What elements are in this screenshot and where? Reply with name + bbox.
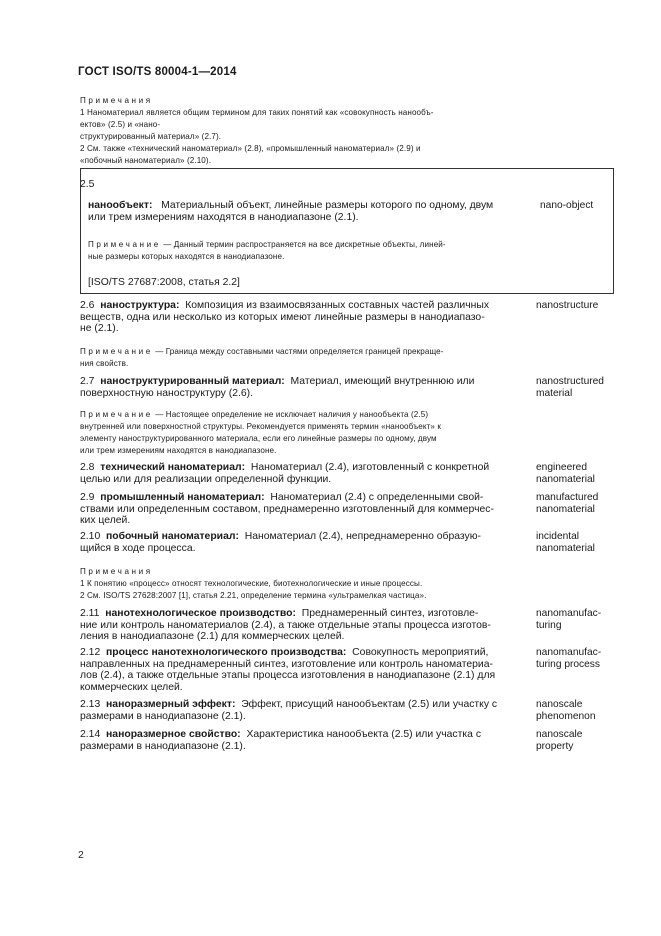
term-2-6-note xyxy=(80,346,520,370)
term-2-12-english xyxy=(536,647,601,670)
term-2-5 xyxy=(88,200,518,223)
term-2-7-english xyxy=(536,376,604,399)
term-2-7 xyxy=(80,376,520,399)
note-label: Примечание xyxy=(80,347,153,356)
note-2-line-2: «побочный наноматериал» (2.10). xyxy=(80,156,212,165)
term-2-9-line-3: ких целей. xyxy=(80,515,131,527)
note-label: Примечание xyxy=(80,410,153,419)
term-2-10-name: побочный наноматериал: xyxy=(106,531,239,542)
term-2-9-line-2: ствами или определенным составом, преднамеренно изготовленный для коммерчес- xyxy=(80,503,494,515)
term-2-5-note xyxy=(88,239,518,263)
term-2-9 xyxy=(80,492,520,527)
term-2-5-note-line-2: ные размеры которых находятся в нанодиапазоне. xyxy=(88,252,285,261)
notes-mid-1: 1 К понятию «процесс» относят технологические, биотехнологические и иные процессы. xyxy=(80,579,423,588)
term-2-6-name: наноструктура: xyxy=(100,300,180,311)
term-2-13-line-1: Эффект, присущий нанообъектам (2.5) или участку с xyxy=(241,699,498,710)
notes-mid xyxy=(80,578,530,602)
note-1-line-3: структурированный материал» (2.7). xyxy=(80,132,222,141)
term-2-13-english-line-1: nanoscale xyxy=(536,699,583,710)
term-2-14-english-line-1: nanoscale xyxy=(536,729,583,740)
term-2-13-name: наноразмерный эффект: xyxy=(106,699,236,710)
term-2-12-line-3: лов (2.4), а также отдельные этапы процесса изготовления в нанодиапазоне (2.1) для xyxy=(80,670,496,682)
term-2-6 xyxy=(80,300,520,335)
term-2-10-number: 2.10 xyxy=(80,531,101,542)
term-2-9-english xyxy=(536,492,598,515)
section-label: 2.5 xyxy=(80,179,95,190)
term-2-6-line-3: не (2.1). xyxy=(80,323,119,335)
term-2-14-english xyxy=(536,729,582,752)
term-2-10-line-2: щийся в ходе процесса. xyxy=(80,542,196,554)
term-2-7-line-2: поверхностную наноструктуру (2.6). xyxy=(80,387,253,399)
term-2-9-number: 2.9 xyxy=(80,492,95,503)
notes-mid-2: 2 См. ISO/TS 27628:2007 [1], статья 2.21, определение термина «ультрамелкая частица». xyxy=(80,591,427,600)
term-2-11-english xyxy=(536,608,601,631)
term-2-6-english: nanostructure xyxy=(536,300,599,311)
term-2-7-note xyxy=(80,409,520,457)
term-2-13-english xyxy=(536,699,595,722)
term-2-12-line-2: направленных на преднамеренный синтез, изготовление или контроль наноматериа- xyxy=(80,658,493,670)
term-2-9-line-1: Наноматериал (2.4) с определенными свой- xyxy=(270,492,484,503)
term-2-10-line-1: Наноматериал (2.4), непреднамеренно образую- xyxy=(244,531,482,542)
note-1-line-2: ектов» (2.5) и «нано- xyxy=(80,120,161,129)
term-2-10-english-line-2: nanomaterial xyxy=(536,542,595,554)
term-2-11-english-line-2: turing xyxy=(536,619,562,631)
term-2-10 xyxy=(80,531,520,554)
term-2-5-def-line-1: Материальный объект, линейные размеры которого по одному, двум xyxy=(161,200,494,211)
term-2-5-def-line-2: или трем измерениям находятся в нанодиапазоне (2.1). xyxy=(88,211,359,223)
notes-mid-title: Примечания xyxy=(80,567,153,576)
note-label: Примечание xyxy=(88,240,161,249)
term-2-6-note-line-2: ния свойств. xyxy=(80,359,129,368)
term-2-9-english-line-2: nanomaterial xyxy=(536,503,595,515)
term-2-12 xyxy=(80,647,520,693)
term-2-11-name: нанотехнологическое производство: xyxy=(105,608,296,619)
term-2-7-line-1: Материал, имеющий внутреннюю или xyxy=(290,376,475,387)
term-2-7-english-line-2: material xyxy=(536,387,573,399)
term-2-12-english-line-2: turing process xyxy=(536,658,600,670)
term-2-9-name: промышленный наноматериал: xyxy=(100,492,265,503)
document-header: ГОСТ ISO/TS 80004-1—2014 xyxy=(78,66,237,78)
term-2-12-line-1: Совокупность мероприятий, xyxy=(352,647,489,658)
term-2-7-english-line-1: nanostructured xyxy=(536,376,604,387)
term-2-11-line-1: Преднамеренный синтез, изготовле- xyxy=(301,608,479,619)
note-1 xyxy=(80,107,520,167)
term-2-12-name: процесс нанотехнологического производства: xyxy=(106,647,347,658)
term-2-14-english-line-2: property xyxy=(536,740,574,752)
page-number: 2 xyxy=(78,850,84,861)
term-2-14-number: 2.14 xyxy=(80,729,101,740)
term-2-13-line-2: размерами в нанодиапазоне (2.1). xyxy=(80,710,246,722)
term-2-7-number: 2.7 xyxy=(80,376,95,387)
term-2-5-source: [ISO/TS 27687:2008, статья 2.2] xyxy=(88,277,240,288)
term-2-8-number: 2.8 xyxy=(80,462,95,473)
term-2-8-english-line-1: engineered xyxy=(536,462,587,473)
term-2-13 xyxy=(80,699,520,722)
term-2-5-english: nano-object xyxy=(540,200,594,211)
term-2-11 xyxy=(80,608,520,643)
term-2-8-line-1: Наноматериал (2.4), изготовленный с конкретной xyxy=(250,462,490,473)
term-2-8-english xyxy=(536,462,595,485)
term-2-12-english-line-1: nanomanufac- xyxy=(536,647,602,658)
term-2-12-line-4: коммерческих целей. xyxy=(80,681,183,693)
term-2-6-number: 2.6 xyxy=(80,300,95,311)
term-2-6-line-2: веществ, одна или несколько из которых имеют линейные размеры в нанодиапазо- xyxy=(80,311,485,323)
term-2-7-name: наноструктурированный материал: xyxy=(100,376,285,387)
term-2-7-note-line-4: или трем измерениям находятся в нанодиапазоне. xyxy=(80,446,277,455)
term-2-8-english-line-2: nanomaterial xyxy=(536,473,595,485)
term-2-11-line-2: ние или контроль наноматериалов (2.4), а также отдельные этапы процесса изготов- xyxy=(80,619,491,631)
term-2-11-number: 2.11 xyxy=(80,608,100,619)
notes-title: Примечания xyxy=(80,96,153,105)
term-2-14-line-1: Характеристика нанообъекта (2.5) или участка с xyxy=(246,729,482,740)
term-2-11-line-3: ления в нанодиапазоне (2.1) для коммерческих целей. xyxy=(80,631,345,643)
term-2-12-number: 2.12 xyxy=(80,647,101,658)
term-2-11-english-line-1: nanomanufac- xyxy=(536,608,602,619)
term-2-14-name: наноразмерное свойство: xyxy=(106,729,241,740)
term-2-7-note-line-2: внутренней или поверхностной структуры. Рекомендуется применять термин «нанообъект» к xyxy=(80,422,442,431)
term-2-13-number: 2.13 xyxy=(80,699,101,710)
note-1-line-1: 1 Наноматериал является общим термином для таких понятий как «совокупность нанообъ- xyxy=(80,108,434,117)
term-2-5-name: нанообъект: xyxy=(88,200,153,211)
term-2-6-note-line-1: — Граница между составными частями определяется границей прекраще- xyxy=(155,347,444,356)
term-2-8 xyxy=(80,462,520,485)
note-2-line-1: 2 См. также «технический наноматериал» (2.8), «промышленный наноматериал» (2.9) и xyxy=(80,144,421,153)
term-2-13-english-line-2: phenomenon xyxy=(536,710,596,722)
term-2-9-english-line-1: manufactured xyxy=(536,492,599,503)
term-2-10-english-line-1: incidental xyxy=(536,531,580,542)
term-box-nano-object xyxy=(80,168,614,294)
term-2-5-note-line-1: — Данный термин распространяется на все дискретные объекты, линей- xyxy=(163,240,446,249)
term-2-10-english xyxy=(536,531,595,554)
term-2-8-line-2: целью или для реализации определенной функции. xyxy=(80,473,332,485)
term-2-14 xyxy=(80,729,520,752)
term-2-8-name: технический наноматериал: xyxy=(100,462,246,473)
term-2-14-line-2: размерами в нанодиапазоне (2.1). xyxy=(80,740,246,752)
term-2-6-line-1: Композиция из взаимосвязанных составных частей различных xyxy=(185,300,490,311)
term-2-7-note-line-1: — Настоящее определение не исключает наличия у нанообъекта (2.5) xyxy=(155,410,429,419)
term-2-7-note-line-3: элементу наноструктурированного материала, если его линейные размеры по одному, двум xyxy=(80,434,437,443)
